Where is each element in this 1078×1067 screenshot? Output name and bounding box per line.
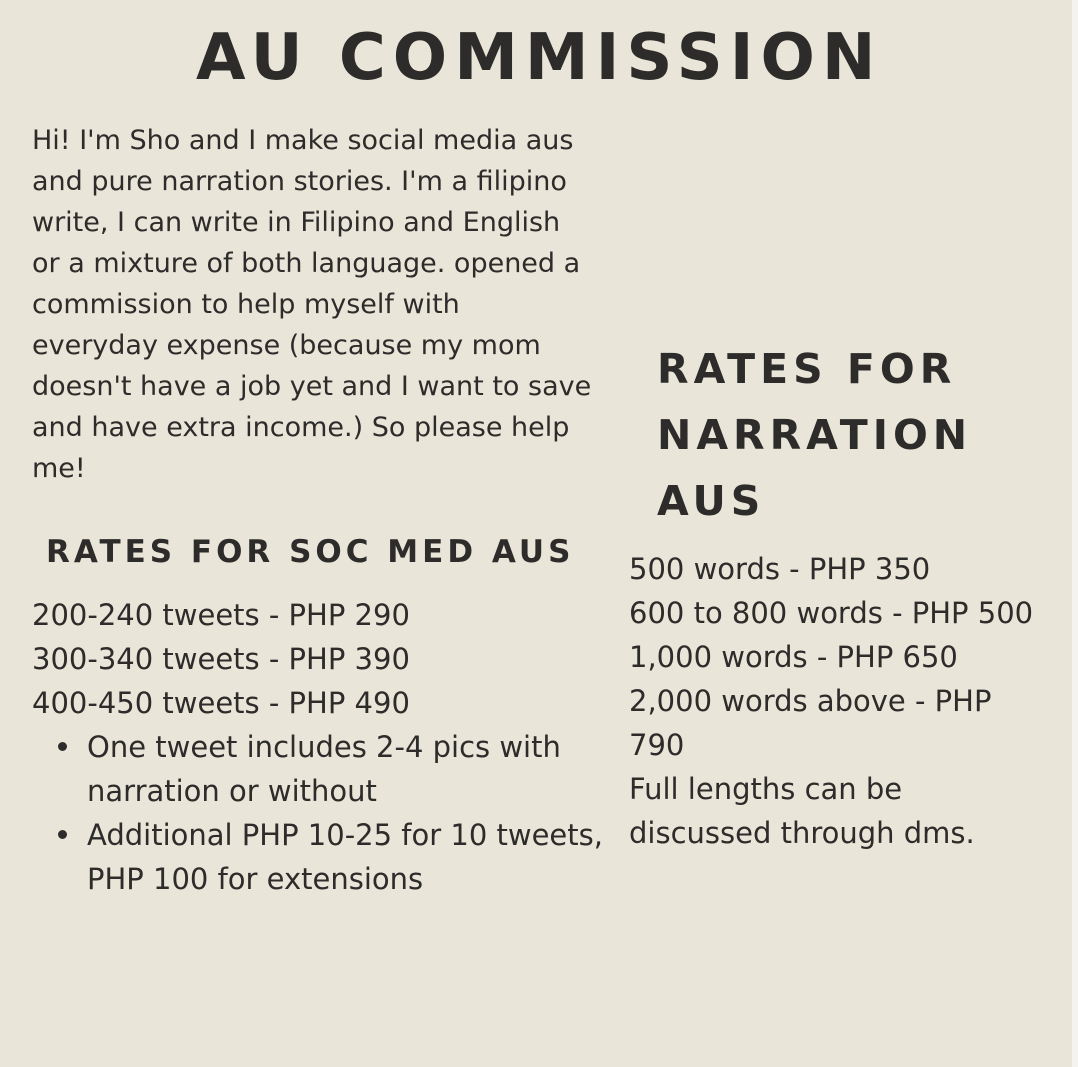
soc-med-rates-heading: RATES FOR SOC MED AUS: [46, 534, 575, 570]
soc-med-rates-list: [32, 593, 612, 725]
note-text: One tweet includes 2-4 pics with narration or without: [87, 730, 561, 808]
heading-line: AUS: [657, 477, 766, 525]
list-item: 300-340 tweets - PHP 390: [32, 642, 410, 676]
bullet-icon: [58, 830, 67, 839]
list-item: 200-240 tweets - PHP 290: [32, 598, 410, 632]
bullet-icon: [58, 742, 67, 751]
list-item: 400-450 tweets - PHP 490: [32, 686, 410, 720]
list-item: [52, 725, 612, 813]
list-item: 600 to 800 words - PHP 500: [629, 596, 1034, 630]
soc-med-notes-list: [52, 725, 612, 901]
right-edge: [1072, 0, 1078, 1067]
intro-paragraph: Hi! I'm Sho and I make social media aus and pure narration stories. I'm a filipino write, I can write in Filipino and English or a mixture of both language. opened a commission to help myself with everyday expense (because my mom doesn't have a job yet and I want to save and have extra income.) So please help me!: [32, 125, 592, 484]
list-item: 1,000 words - PHP 650: [629, 640, 958, 674]
narration-rates-list: [629, 547, 1049, 855]
note-text: Additional PHP 10-25 for 10 tweets, PHP 100 for extensions: [87, 818, 603, 896]
page-title: AU COMMISSION: [196, 21, 883, 95]
heading-line: RATES FOR: [657, 345, 957, 393]
list-item: 2,000 words above - PHP 790: [629, 684, 992, 762]
heading-line: NARRATION: [657, 411, 973, 459]
narration-rates-heading: [657, 336, 1037, 534]
list-item: Full lengths can be discussed through dms.: [629, 772, 975, 850]
list-item: 500 words - PHP 350: [629, 552, 931, 586]
list-item: [52, 813, 612, 901]
